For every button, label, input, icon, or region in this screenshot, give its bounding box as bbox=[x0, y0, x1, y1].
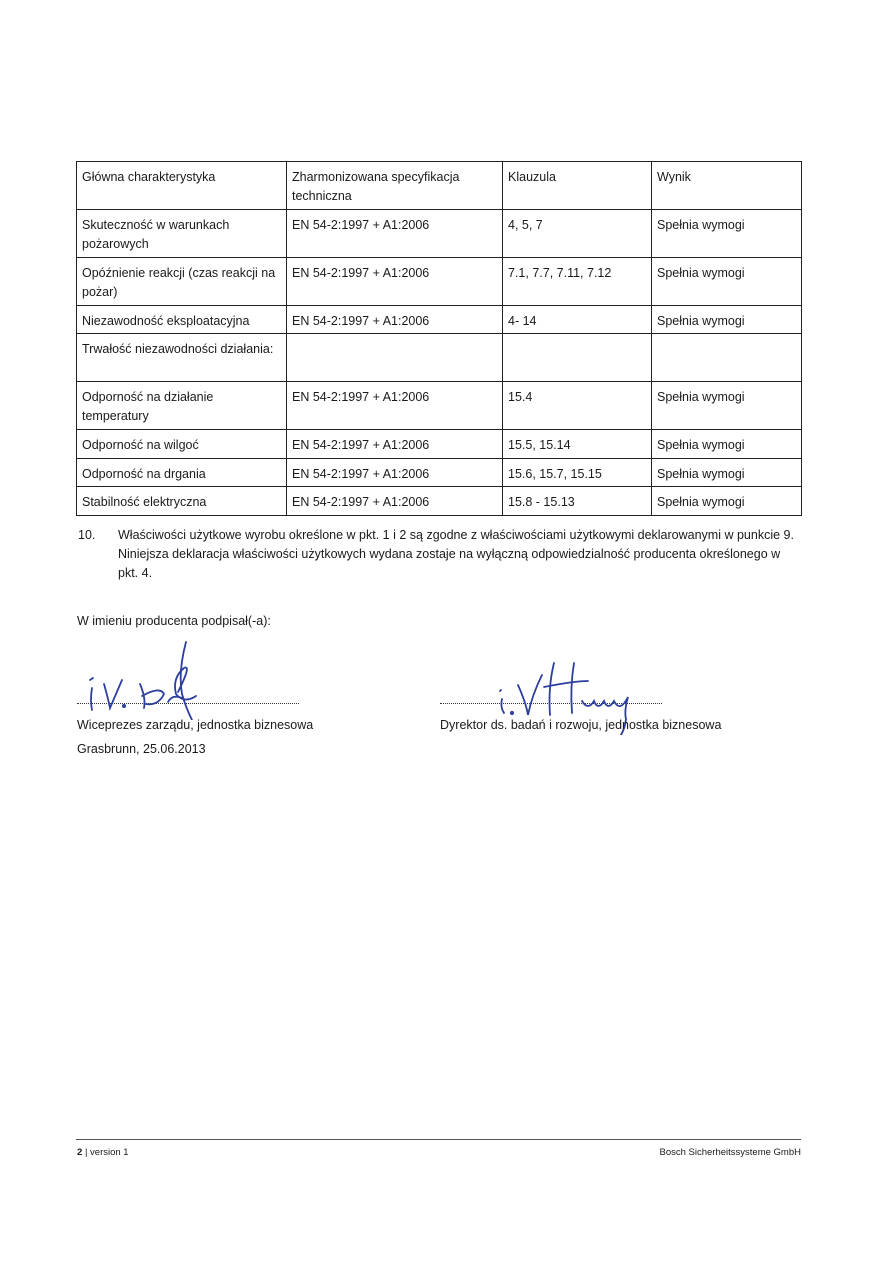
table-row bbox=[77, 382, 802, 430]
clause-line-1: Właściwości użytkowe wyrobu określone w pkt. 1 i 2 są zgodne z właściwościami użytkowymi deklarowanymi w punkcie 9. bbox=[118, 528, 794, 542]
header-cell: Główna charakterystyka bbox=[77, 162, 287, 210]
table-cell bbox=[652, 334, 802, 382]
table-header-row bbox=[77, 162, 802, 210]
table-cell: 4, 5, 7 bbox=[503, 210, 652, 258]
table-cell: Spełnia wymogi bbox=[652, 430, 802, 459]
table-cell: EN 54-2:1997 + A1:2006 bbox=[287, 382, 503, 430]
table-row bbox=[77, 430, 802, 459]
table-cell: Spełnia wymogi bbox=[652, 487, 802, 516]
table-cell: 15.4 bbox=[503, 382, 652, 430]
table-cell: 4- 14 bbox=[503, 306, 652, 334]
header-cell: Zharmonizowana specyfikacja techniczna bbox=[287, 162, 503, 210]
table-row bbox=[77, 334, 802, 382]
table-cell: Spełnia wymogi bbox=[652, 210, 802, 258]
version-label: | version 1 bbox=[84, 1147, 129, 1158]
table-cell: Odporność na wilgoć bbox=[77, 430, 287, 459]
table-cell: Opóźnienie reakcji (czas reakcji na pożar) bbox=[77, 258, 287, 306]
table-cell: EN 54-2:1997 + A1:2006 bbox=[287, 430, 503, 459]
footer-company: Bosch Sicherheitssysteme GmbH bbox=[659, 1147, 801, 1158]
table-cell: Odporność na działanie temperatury bbox=[77, 382, 287, 430]
table-cell: Skuteczność w warunkach pożarowych bbox=[77, 210, 287, 258]
table-cell: Trwałość niezawodności działania: bbox=[77, 334, 287, 382]
table-cell: EN 54-2:1997 + A1:2006 bbox=[287, 459, 503, 487]
signatory-1-role: Wiceprezes zarządu, jednostka biznesowa bbox=[77, 718, 314, 732]
header-cell: Wynik bbox=[652, 162, 802, 210]
table-cell: EN 54-2:1997 + A1:2006 bbox=[287, 210, 503, 258]
table-cell: EN 54-2:1997 + A1:2006 bbox=[287, 487, 503, 516]
signature-1-image bbox=[82, 640, 212, 720]
table-cell: EN 54-2:1997 + A1:2006 bbox=[287, 258, 503, 306]
table-cell: 15.8 - 15.13 bbox=[503, 487, 652, 516]
header-cell: Klauzula bbox=[503, 162, 652, 210]
table-cell: 7.1, 7.7, 7.11, 7.12 bbox=[503, 258, 652, 306]
clause-10 bbox=[76, 526, 801, 583]
table-cell: 15.6, 15.7, 15.15 bbox=[503, 459, 652, 487]
place-and-date: Grasbrunn, 25.06.2013 bbox=[77, 742, 206, 756]
page-number: 2 bbox=[77, 1147, 83, 1158]
table-cell: Odporność na drgania bbox=[77, 459, 287, 487]
table-cell: Spełnia wymogi bbox=[652, 459, 802, 487]
clause-number: 10. bbox=[78, 528, 96, 542]
footer-page-info bbox=[77, 1147, 129, 1158]
table-row bbox=[77, 487, 802, 516]
signed-by-label: W imieniu producenta podpisał(-a): bbox=[77, 614, 271, 628]
table-cell: 15.5, 15.14 bbox=[503, 430, 652, 459]
signatory-2-role: Dyrektor ds. badań i rozwoju, jednostka biznesowa bbox=[440, 718, 722, 732]
table-row bbox=[77, 258, 802, 306]
table-cell: EN 54-2:1997 + A1:2006 bbox=[287, 306, 503, 334]
clause-line-2: Niniejsza deklaracja właściwości użytkowych wydana zostaje na wyłączną odpowiedzialność producenta określonego w pkt. 4. bbox=[118, 547, 781, 580]
table-row bbox=[77, 459, 802, 487]
table-cell: Spełnia wymogi bbox=[652, 306, 802, 334]
table-cell: Stabilność elektryczna bbox=[77, 487, 287, 516]
table-row bbox=[77, 306, 802, 334]
table-cell: Niezawodność eksploatacyjna bbox=[77, 306, 287, 334]
footer-divider bbox=[76, 1139, 801, 1140]
table-cell bbox=[287, 334, 503, 382]
table-cell: Spełnia wymogi bbox=[652, 258, 802, 306]
table-row bbox=[77, 210, 802, 258]
table-cell: Spełnia wymogi bbox=[652, 382, 802, 430]
table-cell bbox=[503, 334, 652, 382]
performance-table bbox=[76, 161, 802, 516]
